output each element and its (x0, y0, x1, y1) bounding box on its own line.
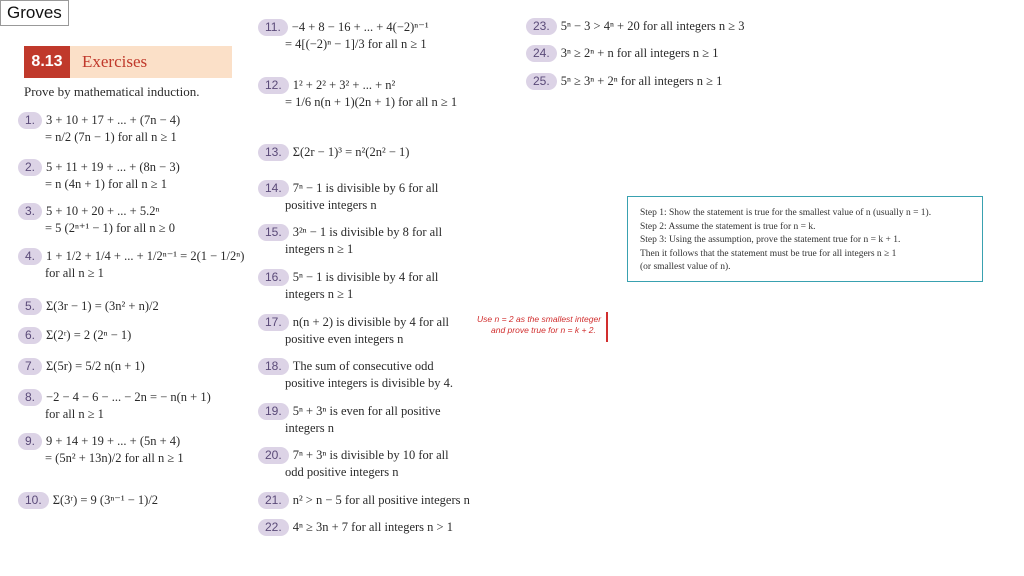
exercise-24: 24. 3ⁿ ≥ 2ⁿ + n for all integers n ≥ 1 (526, 45, 718, 62)
exercise-19: 19. 5ⁿ + 3ⁿ is even for all positive integers n (258, 403, 441, 437)
exercise-number: 3. (18, 203, 42, 220)
exercise-number: 8. (18, 389, 42, 406)
exercise-22: 22. 4ⁿ ≥ 3n + 7 for all integers n > 1 (258, 519, 453, 536)
section-title: Exercises (82, 52, 148, 71)
exercise-number: 13. (258, 144, 289, 161)
exercise-8: 8. −2 − 4 − 6 − ... − 2n = − n(n + 1) for all n ≥ 1 (18, 389, 211, 423)
exercise-number: 7. (18, 358, 42, 375)
step-line: Step 2: Assume the statement is true for n = k. (640, 221, 816, 232)
exercise-number: 10. (18, 492, 49, 509)
exercise-11: 11. −4 + 8 − 16 + ... + 4(−2)ⁿ⁻¹ = 4[(−2)ⁿ − 1]/3 for all n ≥ 1 (258, 19, 429, 53)
step-line: Then it follows that the statement must be true for all integers n ≥ 1 (640, 248, 897, 259)
exercise-13: 13. Σ(2r − 1)³ = n²(2n² − 1) (258, 144, 409, 161)
exercise-number: 12. (258, 77, 289, 94)
exercise-21: 21. n² > n − 5 for all positive integers n (258, 492, 470, 509)
section-header (24, 46, 232, 78)
exercise-18: 18. The sum of consecutive odd positive integers is divisible by 4. (258, 358, 453, 392)
exercise-number: 19. (258, 403, 289, 420)
exercise-12: 12. 1² + 2² + 3² + ... + n² = 1/6 n(n + 1)(2n + 1) for all n ≥ 1 (258, 77, 457, 111)
exercise-number: 14. (258, 180, 289, 197)
exercise-5: 5. Σ(3r − 1) = (3n² + n)/2 (18, 298, 159, 315)
step-line: (or smallest value of n). (640, 262, 731, 272)
exercise-15: 15. 3²ⁿ − 1 is divisible by 8 for all integers n ≥ 1 (258, 224, 442, 258)
exercise-number: 18. (258, 358, 289, 375)
note-bar (606, 312, 608, 342)
exercise-10: 10. Σ(3ʳ) = 9 (3ⁿ⁻¹ − 1)/2 (18, 492, 158, 509)
exercise-number: 16. (258, 269, 289, 286)
exercise-6: 6. Σ(2ʳ) = 2 (2ⁿ − 1) (18, 327, 131, 344)
exercise-number: 4. (18, 248, 42, 265)
exercise-number: 17. (258, 314, 289, 331)
exercise-23: 23. 5ⁿ − 3 > 4ⁿ + 20 for all integers n ≥ 3 (526, 18, 744, 35)
exercise-number: 25. (526, 73, 557, 90)
exercise-7: 7. Σ(5r) = 5/2 n(n + 1) (18, 358, 145, 375)
exercise-number: 23. (526, 18, 557, 35)
exercise-number: 1. (18, 112, 42, 129)
exercise-number: 20. (258, 447, 289, 464)
step-line: Step 3: Using the assumption, prove the statement true for n = k + 1. (640, 235, 901, 245)
exercise-20: 20. 7ⁿ + 3ⁿ is divisible by 10 for all odd positive integers n (258, 447, 449, 481)
section-number: 8.13 (24, 46, 70, 78)
exercise-number: 22. (258, 519, 289, 536)
step-line: Step 1: Show the statement is true for the smallest value of n (usually n = 1). (640, 208, 932, 218)
exercise-16: 16. 5ⁿ − 1 is divisible by 4 for all integers n ≥ 1 (258, 269, 438, 303)
exercise-14: 14. 7ⁿ − 1 is divisible by 6 for all positive integers n (258, 180, 438, 214)
exercise-number: 9. (18, 433, 42, 450)
header-tag: Groves (0, 0, 69, 26)
exercise-number: 15. (258, 224, 289, 241)
induction-steps-box (627, 196, 983, 282)
exercise-number: 21. (258, 492, 289, 509)
exercise-3: 3. 5 + 10 + 20 + ... + 5.2ⁿ = 5 (2ⁿ⁺¹ − 1) for all n ≥ 0 (18, 203, 175, 237)
exercise-25: 25. 5ⁿ ≥ 3ⁿ + 2ⁿ for all integers n ≥ 1 (526, 73, 722, 90)
section-intro: Prove by mathematical induction. (24, 84, 200, 99)
exercise-number: 5. (18, 298, 42, 315)
handwritten-note: Use n = 2 as the smallest integer and prove true for n = k + 2. (477, 314, 602, 335)
exercise-number: 2. (18, 159, 42, 176)
exercise-number: 6. (18, 327, 42, 344)
exercise-1: 1. 3 + 10 + 17 + ... + (7n − 4) = n/2 (7n − 1) for all n ≥ 1 (18, 112, 180, 146)
exercise-number: 11. (258, 19, 288, 36)
exercise-9: 9. 9 + 14 + 19 + ... + (5n + 4) = (5n² + 13n)/2 for all n ≥ 1 (18, 433, 184, 467)
exercise-4: 4. 1 + 1/2 + 1/4 + ... + 1/2ⁿ⁻¹ = 2(1 − 1/2ⁿ) for all n ≥ 1 (18, 248, 244, 282)
exercise-2: 2. 5 + 11 + 19 + ... + (8n − 3) = n (4n + 1) for all n ≥ 1 (18, 159, 180, 193)
exercise-17: 17. n(n + 2) is divisible by 4 for all positive even integers n (258, 314, 449, 348)
exercise-number: 24. (526, 45, 557, 62)
